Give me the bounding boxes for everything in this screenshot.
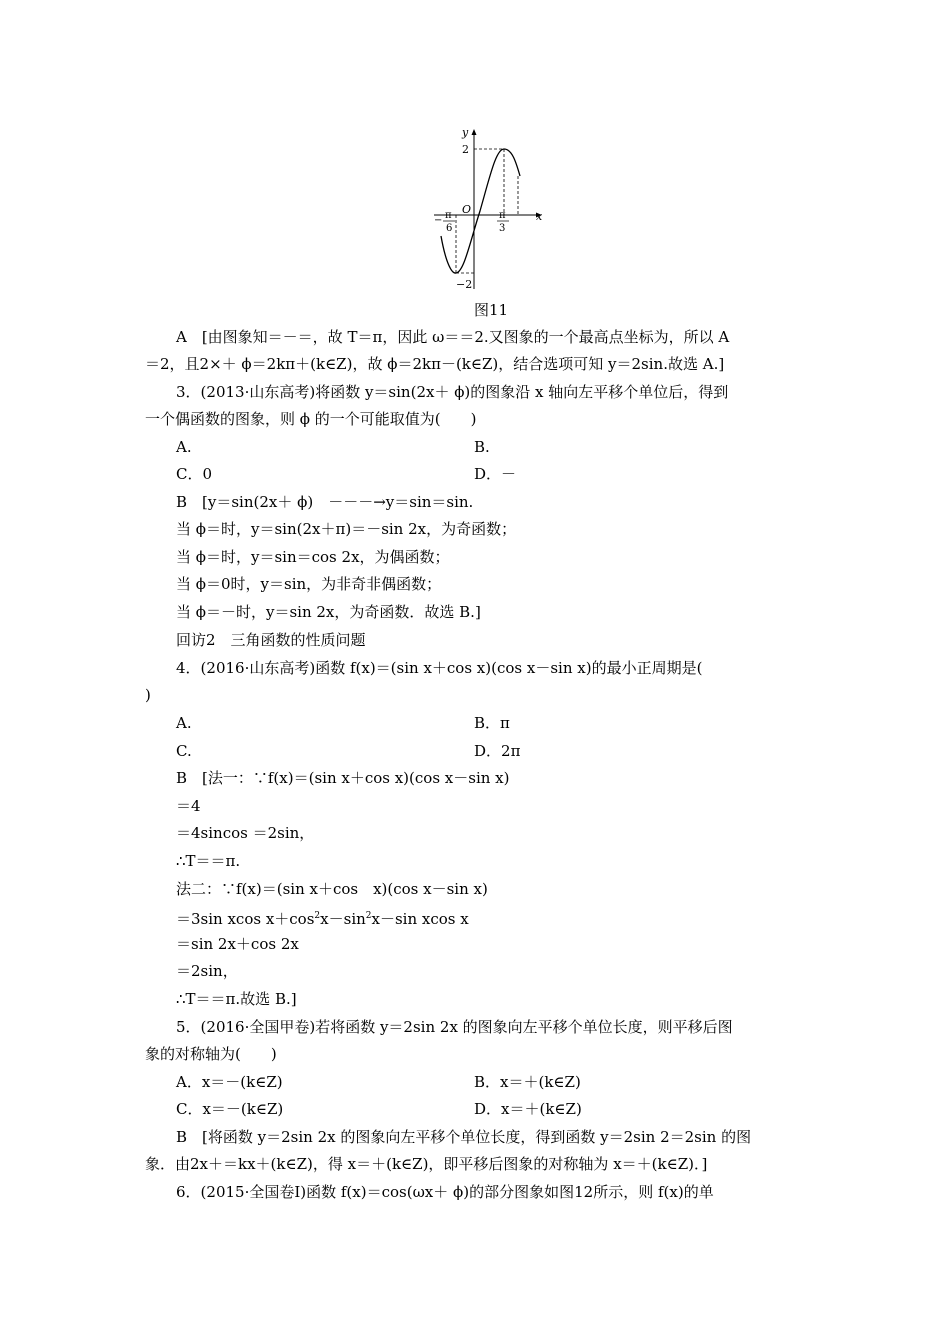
answer-q4-line6-part2: x－sin <box>320 910 366 928</box>
section-heading: 回访2 三角函数的性质问题 <box>176 631 366 649</box>
answer-q4-line1: B [法一：∵f(x)＝(sin x＋cos x)(cos x－sin x) <box>176 769 510 787</box>
figure-caption: 图11 <box>474 301 509 319</box>
answer-q4-line6-part1: ＝3sin xcos x＋cos <box>176 910 315 928</box>
y-axis-label: y <box>462 126 469 139</box>
q3-option-b: B. <box>474 438 490 456</box>
answer-q4-line6 <box>176 906 469 929</box>
answer-q3-line5: 当 ϕ＝－时，y＝sin 2x，为奇函数．故选 B.] <box>176 603 481 621</box>
answer-q4-line6-sup1: 2 <box>314 911 321 921</box>
q3-option-d: D．－ <box>474 465 517 483</box>
question5-line1: 5．(2016·全国甲卷)若将函数 y＝2sin 2x 的图象向左平移个单位长度，则平移后图 <box>176 1018 733 1036</box>
x-right-num: π <box>499 210 506 221</box>
question4-line1: 4．(2016·山东高考)函数 f(x)＝(sin x＋cos x)(cos x－sin x)的最小正周期是( <box>176 659 703 677</box>
answer-q4-line9: ∴T＝＝π.故选 B.] <box>176 990 297 1008</box>
q4-option-b: B．π <box>474 714 510 732</box>
y-min-label: −2 <box>456 278 473 291</box>
origin-label: O <box>462 203 472 216</box>
answer-q5-line1: B [将函数 y＝2sin 2x 的图象向左平移个单位长度，得到函数 y＝2sin 2＝2sin 的图 <box>176 1128 752 1146</box>
q5-option-c: C．x＝－(k∈Z) <box>176 1100 284 1118</box>
answer-q3-line4: 当 ϕ＝0时，y＝sin，为非奇非偶函数； <box>176 575 442 593</box>
question3-line2: 一个偶函数的图象，则 ϕ 的一个可能取值为( ) <box>145 410 477 428</box>
x-axis-label: x <box>536 210 543 223</box>
y-axis-arrow <box>472 129 477 135</box>
answer-q3-line1: B [y＝sin(2x＋ ϕ) －－－→y＝sin＝sin. <box>176 493 474 511</box>
question3-line1: 3．(2013·山东高考)将函数 y＝sin(2x＋ ϕ)的图象沿 x 轴向左平移个单位后，得到 <box>176 383 729 401</box>
answer-q2-line2: ＝2，且2×＋ ϕ＝2kπ＋(k∈Z)，故 ϕ＝2kπ－(k∈Z)，结合选项可知 y＝2sin.故选 A.] <box>145 355 725 373</box>
q4-option-c: C. <box>176 742 192 760</box>
q3-option-a: A. <box>176 438 192 456</box>
sine-curve <box>441 149 520 273</box>
answer-q2-line1: A [由图象知＝－＝，故 T＝π，因此 ω＝＝2.又图象的一个最高点坐标为，所以 A <box>176 328 730 346</box>
answer-q4-line5: 法二：∵f(x)＝(sin x＋cos x)(cos x－sin x) <box>176 880 488 898</box>
answer-q4-line6-part3: x－sin xcos x <box>371 910 469 928</box>
question4-line2: ) <box>145 686 151 704</box>
question5-line2: 象的对称轴为( ) <box>145 1045 277 1063</box>
x-left-den: 6 <box>446 223 453 234</box>
answer-q3-line2: 当 ϕ＝时，y＝sin(2x＋π)＝－sin 2x，为奇函数； <box>176 520 517 538</box>
answer-q4-line3: ＝4sincos ＝2sin， <box>176 824 315 842</box>
answer-q4-line7: ＝sin 2x＋cos 2x <box>176 935 299 953</box>
question6-line1: 6．(2015·全国卷Ⅰ)函数 f(x)＝cos(ωx＋ ϕ)的部分图象如图12所示，则 f(x)的单 <box>176 1183 714 1201</box>
q3-option-c: C．0 <box>176 465 213 483</box>
sine-graph-figure <box>424 124 564 294</box>
y-max-label: 2 <box>462 143 469 156</box>
answer-q3-line3: 当 ϕ＝时，y＝sin＝cos 2x，为偶函数； <box>176 548 450 566</box>
q5-option-d: D．x＝＋(k∈Z) <box>474 1100 582 1118</box>
q5-option-a: A．x＝－(k∈Z) <box>176 1073 283 1091</box>
x-left-sign: − <box>434 215 443 226</box>
answer-q4-line8: ＝2sin， <box>176 962 238 980</box>
x-right-den: 3 <box>499 223 506 234</box>
q5-option-b: B．x＝＋(k∈Z) <box>474 1073 581 1091</box>
q4-option-d: D．2π <box>474 742 521 760</box>
answer-q4-line4: ∴T＝＝π. <box>176 852 241 870</box>
q4-option-a: A. <box>176 714 192 732</box>
answer-q4-line6-sup2: 2 <box>365 911 372 921</box>
x-left-num: π <box>445 210 452 221</box>
answer-q5-line2: 象．由2x＋＝kx＋(k∈Z)，得 x＝＋(k∈Z)，即平移后图象的对称轴为 x＝＋(k∈Z)．] <box>145 1155 708 1173</box>
answer-q4-line2: ＝4 <box>176 797 201 815</box>
